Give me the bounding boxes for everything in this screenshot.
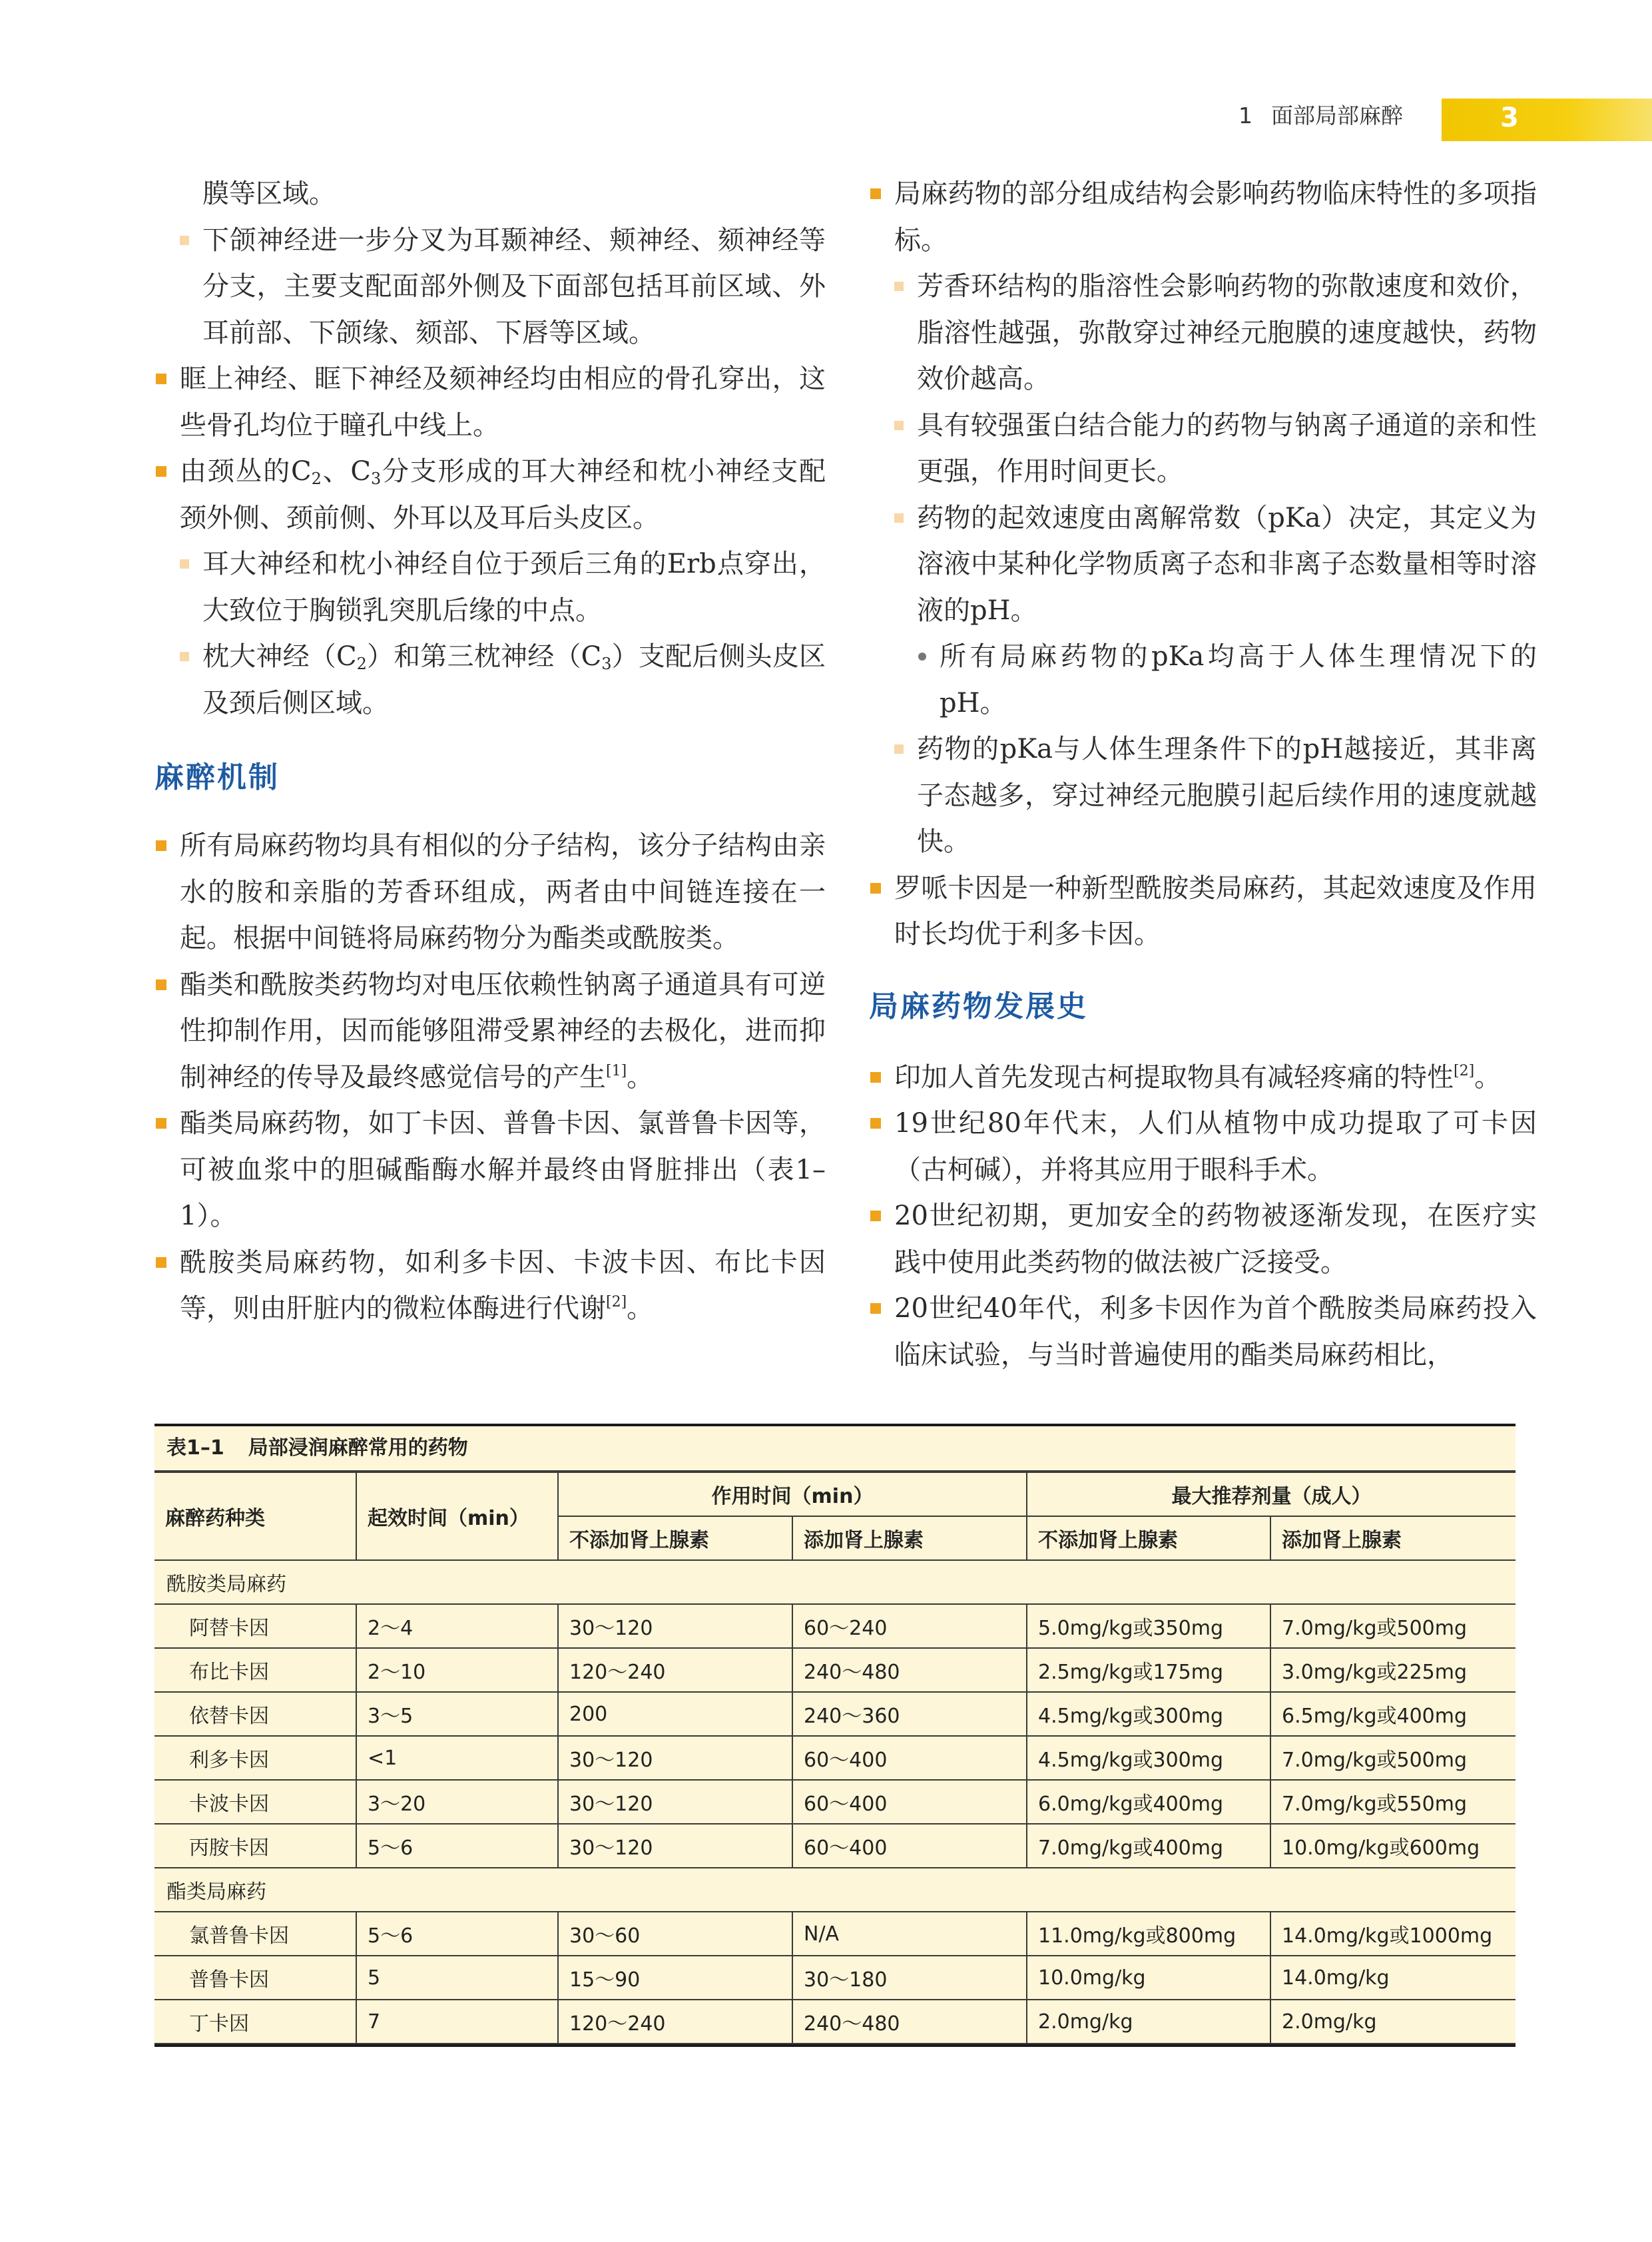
drug-name-cell: 阿替卡因 xyxy=(154,1604,356,1648)
table-cell: 6.5mg/kg或400mg xyxy=(1270,1692,1515,1736)
drug-name-cell: 氯普鲁卡因 xyxy=(154,1912,356,1956)
table-cell: 2.5mg/kg或175mg xyxy=(1027,1648,1270,1692)
bullet-item xyxy=(154,634,826,726)
table-cell: 30～60 xyxy=(558,1912,792,1956)
bullet-square-icon xyxy=(180,559,189,569)
section-title: 局麻药物发展史 xyxy=(869,989,1088,1023)
bullet-square-icon xyxy=(156,374,166,384)
bullet-item xyxy=(154,1101,826,1240)
table-cell: 10.0mg/kg或600mg xyxy=(1270,1824,1515,1868)
bullet-item xyxy=(154,1240,826,1332)
table-cell: 120～240 xyxy=(558,1648,792,1692)
table-cell: N/A xyxy=(792,1912,1027,1956)
table-cell: 60～400 xyxy=(792,1780,1027,1824)
table-cell: 4.5mg/kg或300mg xyxy=(1027,1692,1270,1736)
page-number: 3 xyxy=(1500,103,1519,133)
bullet-text: 局麻药物的部分组成结构会影响药物临床特性的多项指标。 xyxy=(894,178,1537,256)
table-cell: 2～10 xyxy=(356,1648,558,1692)
bullet-item xyxy=(869,264,1537,403)
bullet-item xyxy=(154,356,826,449)
table-cell: 11.0mg/kg或800mg xyxy=(1027,1912,1270,1956)
table-caption xyxy=(154,1426,1515,1472)
bullet-item xyxy=(869,171,1537,264)
table-cell: 7 xyxy=(356,2000,558,2044)
bullet-dot-icon xyxy=(918,653,926,661)
table-cell: 2.0mg/kg xyxy=(1027,2000,1270,2044)
bullet-item xyxy=(869,403,1537,495)
table-cell: 4.5mg/kg或300mg xyxy=(1027,1736,1270,1780)
table-cell: 30～120 xyxy=(558,1604,792,1648)
table-cell: 2～4 xyxy=(356,1604,558,1648)
drug-name-cell: 利多卡因 xyxy=(154,1736,356,1780)
bullet-text: 下颌神经进一步分叉为耳颞神经、颊神经、颏神经等分支，主要支配面部外侧及下面部包括耳前区域、外耳前部、下颌缘、颏部、下唇等区域。 xyxy=(202,224,826,348)
bullet-square-icon xyxy=(870,1303,881,1314)
bullet-item xyxy=(869,1286,1537,1378)
bullet-item xyxy=(869,866,1537,958)
bullet-text: 芳香环结构的脂溶性会影响药物的弥散速度和效价，脂溶性越强，弥散穿过神经元胞膜的速度越快，药物效价越高。 xyxy=(917,271,1537,394)
group-label: 酰胺类局麻药 xyxy=(154,1560,1515,1604)
bullet-item xyxy=(869,495,1537,635)
table-cell: 60～240 xyxy=(792,1604,1027,1648)
table-cell: 30～120 xyxy=(558,1824,792,1868)
left-text-column xyxy=(154,171,826,1332)
bullet-text: 所有局麻药物的pKa均高于人体生理情况下的pH。 xyxy=(940,641,1537,718)
bullet-text: 罗哌卡因是一种新型酰胺类局麻药，其起效速度及作用时长均优于利多卡因。 xyxy=(894,872,1537,950)
header-duration-with-epi: 添加肾上腺素 xyxy=(792,1516,1027,1560)
bullet-text: 酰胺类局麻药物，如利多卡因、卡波卡因、布比卡因等，则由肝脏内的微粒体酶进行代谢[2]。 xyxy=(180,1247,826,1324)
bullet-square-icon xyxy=(156,840,166,851)
bullet-item xyxy=(154,823,826,962)
table-row xyxy=(154,1912,1515,1956)
table-row xyxy=(154,1956,1515,2000)
table-row xyxy=(154,1692,1515,1736)
section-title: 麻醉机制 xyxy=(154,760,280,794)
table-cell: 2.0mg/kg xyxy=(1270,2000,1515,2044)
table-cell: 10.0mg/kg xyxy=(1027,1956,1270,2000)
drug-data-table xyxy=(154,1472,1515,2044)
page-number-tab xyxy=(1442,99,1652,141)
table-row xyxy=(154,1648,1515,1692)
bullet-square-icon xyxy=(156,1118,166,1129)
bullet-item xyxy=(869,726,1537,866)
bullet-item xyxy=(869,1101,1537,1193)
bullet-square-icon xyxy=(156,1257,166,1268)
drug-name-cell: 卡波卡因 xyxy=(154,1780,356,1824)
table-row xyxy=(154,2000,1515,2044)
bullet-text: 具有较强蛋白结合能力的药物与钠离子通道的亲和性更强，作用时间更长。 xyxy=(917,410,1537,487)
bullet-square-icon xyxy=(894,744,904,754)
table-cell: 7.0mg/kg或550mg xyxy=(1270,1780,1515,1824)
table-cell: 14.0mg/kg或1000mg xyxy=(1270,1912,1515,1956)
header-drug-type: 麻醉药种类 xyxy=(154,1472,356,1560)
bullet-item xyxy=(154,541,826,634)
table-cell: 60～400 xyxy=(792,1736,1027,1780)
table-row xyxy=(154,1736,1515,1780)
group-row xyxy=(154,1868,1515,1912)
bullet-item xyxy=(869,1193,1537,1286)
table-cell: 15～90 xyxy=(558,1956,792,2000)
table-cell: 240～480 xyxy=(792,1648,1027,1692)
table-cell: 7.0mg/kg或500mg xyxy=(1270,1736,1515,1780)
drug-name-cell: 依替卡因 xyxy=(154,1692,356,1736)
table-cell: 30～120 xyxy=(558,1780,792,1824)
table-cell: 3～20 xyxy=(356,1780,558,1824)
header-max-dose: 最大推荐剂量（成人） xyxy=(1027,1472,1515,1516)
bullet-square-icon xyxy=(894,513,904,523)
table-cell: 30～180 xyxy=(792,1956,1027,2000)
table-cell: 60～400 xyxy=(792,1824,1027,1868)
bullet-text: 20世纪初期，更加安全的药物被逐渐发现，在医疗实践中使用此类药物的做法被广泛接受。 xyxy=(894,1201,1537,1278)
bullet-square-icon xyxy=(870,1118,881,1129)
table-cell: 5 xyxy=(356,1956,558,2000)
table-body xyxy=(154,1560,1515,2044)
bullet-square-icon xyxy=(156,466,166,477)
table-cell: 3～5 xyxy=(356,1692,558,1736)
bullet-item xyxy=(869,634,1537,726)
bullet-square-icon xyxy=(894,421,904,430)
table-cell: 200 xyxy=(558,1692,792,1736)
table-cell: 5.0mg/kg或350mg xyxy=(1027,1604,1270,1648)
table-cell: 5～6 xyxy=(356,1824,558,1868)
drug-name-cell: 布比卡因 xyxy=(154,1648,356,1692)
bullet-item xyxy=(154,218,826,357)
bullet-text: 20世纪40年代，利多卡因作为首个酰胺类局麻药投入临床试验，与当时普遍使用的酯类局麻药相比， xyxy=(894,1293,1537,1370)
chapter-number: 1 xyxy=(1239,103,1252,129)
bullet-item xyxy=(154,449,826,541)
bullet-text: 耳大神经和枕小神经自位于颈后三角的Erb点穿出，大致位于胸锁乳突肌后缘的中点。 xyxy=(202,549,826,626)
paragraph-continuation xyxy=(154,171,826,218)
table-cell: <1 xyxy=(356,1736,558,1780)
bullet-square-icon xyxy=(180,652,189,661)
drug-name-cell: 丙胺卡因 xyxy=(154,1824,356,1868)
bullet-text: 由颈丛的$C_2$、$C_3$分支形成的耳大神经和枕小神经支配颈外侧、颈前侧、外耳以及耳后头皮区。 xyxy=(180,456,826,533)
table-cell: 14.0mg/kg xyxy=(1270,1956,1515,2000)
header-duration-without-epi: 不添加肾上腺素 xyxy=(558,1516,792,1560)
bullet-text: 19世纪80年代末，人们从植物中成功提取了可卡因（古柯碱），并将其应用于眼科手术。 xyxy=(894,1108,1537,1185)
bullet-item xyxy=(869,1055,1537,1101)
table-row xyxy=(154,1780,1515,1824)
bullet-text: 印加人首先发现古柯提取物具有减轻疼痛的特性[2]。 xyxy=(894,1061,1502,1093)
table-cell: 30～120 xyxy=(558,1736,792,1780)
bullet-text: 眶上神经、眶下神经及颏神经均由相应的骨孔穿出，这些骨孔均位于瞳孔中线上。 xyxy=(180,364,826,441)
bullet-square-icon xyxy=(894,282,904,291)
header-onset: 起效时间（min） xyxy=(356,1472,558,1560)
table-title: 局部浸润麻醉常用的药物 xyxy=(248,1436,468,1460)
bullet-text: 药物的起效速度由离解常数（pKa）决定，其定义为溶液中某种化学物质离子态和非离子态数量相等时溶液的pH。 xyxy=(917,502,1537,626)
bullet-square-icon xyxy=(180,236,189,245)
header-dose-with-epi: 添加肾上腺素 xyxy=(1270,1516,1515,1560)
bullet-text: 酯类和酰胺类药物均对电压依赖性钠离子通道具有可逆性抑制作用，因而能够阻滞受累神经的去极化，进而抑制神经的传导及最终感觉信号的产生[1]。 xyxy=(180,969,826,1093)
table-row xyxy=(154,1824,1515,1868)
table-number: 表1–1 xyxy=(166,1436,224,1460)
table-cell: 7.0mg/kg或400mg xyxy=(1027,1824,1270,1868)
table-cell: 240～480 xyxy=(792,2000,1027,2044)
chapter-title: 面部局部麻醉 xyxy=(1271,103,1403,129)
header-duration: 作用时间（min） xyxy=(558,1472,1027,1516)
table-row xyxy=(154,1604,1515,1648)
bullet-text: 膜等区域。 xyxy=(202,178,336,209)
bullet-item xyxy=(154,962,826,1101)
bullet-text: 所有局麻药物均具有相似的分子结构，该分子结构由亲水的胺和亲脂的芳香环组成，两者由中间链连接在一起。根据中间链将局麻药物分为酯类或酰胺类。 xyxy=(180,830,826,954)
drug-table xyxy=(154,1424,1515,2047)
bullet-text: 酯类局麻药物，如丁卡因、普鲁卡因、氯普鲁卡因等，可被血浆中的胆碱酯酶水解并最终由肾脏排出（表1–1）。 xyxy=(180,1108,826,1231)
table-cell: 7.0mg/kg或500mg xyxy=(1270,1604,1515,1648)
bullet-text: 药物的pKa与人体生理条件下的pH越接近，其非离子态越多，穿过神经元胞膜引起后续作用的速度就越快。 xyxy=(917,734,1537,857)
table-cell: 3.0mg/kg或225mg xyxy=(1270,1648,1515,1692)
table-cell: 240～360 xyxy=(792,1692,1027,1736)
group-label: 酯类局麻药 xyxy=(154,1868,1515,1912)
running-header xyxy=(1239,99,1418,130)
bullet-square-icon xyxy=(870,1072,881,1083)
table-cell: 120～240 xyxy=(558,2000,792,2044)
drug-name-cell: 普鲁卡因 xyxy=(154,1956,356,2000)
bullet-text: 枕大神经$(C_2)$和第三枕神经$(C_3)$支配后侧头皮区及颈后侧区域。 xyxy=(202,641,826,718)
right-text-column xyxy=(869,171,1537,1378)
bullet-square-icon xyxy=(870,188,881,199)
bullet-square-icon xyxy=(870,1211,881,1221)
bullet-square-icon xyxy=(870,883,881,894)
bullet-square-icon xyxy=(156,980,166,990)
table-cell: 5～6 xyxy=(356,1912,558,1956)
header-dose-without-epi: 不添加肾上腺素 xyxy=(1027,1516,1270,1560)
drug-name-cell: 丁卡因 xyxy=(154,2000,356,2044)
group-row xyxy=(154,1560,1515,1604)
table-cell: 6.0mg/kg或400mg xyxy=(1027,1780,1270,1824)
